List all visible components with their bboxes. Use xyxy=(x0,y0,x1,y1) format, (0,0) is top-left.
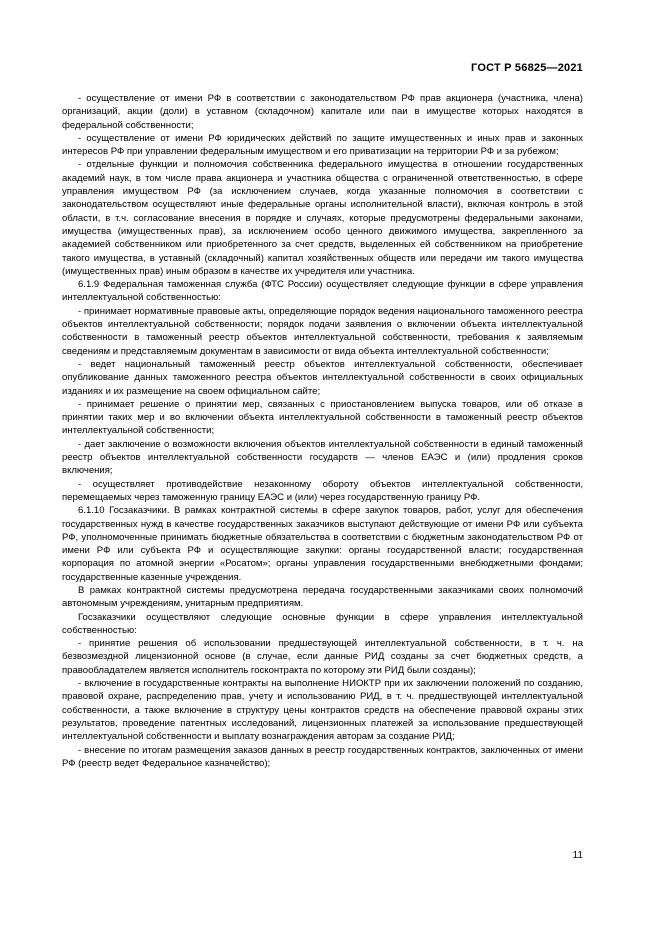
paragraph: - отдельные функции и полномочия собственника федерального имущества в отношении государственных академий наук, в том числе права акционера и участника общества с ограниченной ответственностью, в сфере управления имуществом РФ (за исключением случаев, когда указанные полномочия в соответствии с законодательством осуществляют иные федеральные органы исполнительной власти), включая контроль в этой области, в т.ч. согласование внесения в порядке и случаях, которые предусмотрены федеральными законами, имущества (имущественных прав), за исключением особо ценного движимого имущества, закрепленного за академией собственником или приобретенного за счет средств, выделенных ей собственником на приобретение такого имущества, в уставный (складочный) капитал хозяйственных обществ или передачи им такого имущества (имущественных прав) иным образом в качестве их учредителя или участника. xyxy=(62,159,583,277)
paragraph: - ведет национальный таможенный реестр объектов интеллектуальной собственности, обеспечивает опубликование данных таможенного реестра объектов интеллектуальной собственности в своих официальных изданиях и их размещение на своем официальном сайте; xyxy=(62,358,583,397)
paragraph: - принимает нормативные правовые акты, определяющие порядок ведения национального таможенного реестра объектов интеллектуальной собственности; порядок подачи заявления о включении объекта интеллектуальной собственности в таможенный реестр объектов интеллектуальной собственности, требования к заявляемым сведениям и представляемым документам в зависимости от вида объекта интеллектуальной собственности; xyxy=(62,305,583,357)
section-6-1-9-paragraph: 6.1.9 Федеральная таможенная служба (ФТС России) осуществляет следующие функции в сфере управления интеллектуальной собственностью: xyxy=(62,279,583,304)
standard-code-header: ГОСТ Р 56825—2021 xyxy=(471,62,583,74)
paragraph: - осуществляет противодействие незаконному обороту объектов интеллектуальной собственности, перемещаемых через таможенную границу ЕАЭС и (или) через государственную границу РФ. xyxy=(62,478,583,503)
paragraph: В рамках контрактной системы предусмотрена передача государственными заказчиками своих полномочий автономным учреждениям, унитарным предприятиям. xyxy=(62,584,583,610)
section-6-1-10-paragraph: 6.1.10 Госзаказчики. В рамках контрактной системы в сфере закупок товаров, работ, услуг для обеспечения государственных нужд в качестве государственных заказчиков выступают действующие от имени РФ или субъекта РФ, уполномоченные принимать бюджетные обязательства в соответствии с бюджетным законодательством РФ от имени РФ или субъекта РФ и осуществляющие закупки: органы государственной власти; государственная корпорация по атомной энергии «Росатом»; органы управления государственными внебюджетными фондами; государственные казенные учреждения. xyxy=(62,505,583,583)
paragraph: - принятие решения об использовании предшествующей интеллектуальной собственности, в т. ч. на безвозмездной лицензионной основе (в случае, если данные РИД созданы за счет бюджетных средств, а правообладателем является исполнитель госконтракта по которому эти РИД были созданы); xyxy=(62,638,583,676)
paragraph: - принимает решение о принятии мер, связанных с приостановлением выпуска товаров, или об отказе в принятии таких мер и во включении объекта интеллектуальной собственности в таможенный реестр объектов интеллектуальной собственности; xyxy=(62,398,583,437)
document-body xyxy=(62,92,583,770)
paragraph: - включение в государственные контракты на выполнение НИОКТР при их заключении положений по созданию, правовой охране, распределению прав, учету и использованию РИД, в т. ч. предшествующей интеллектуальной собственности, а также включение в структуру цены контрактов средств на обеспечение правовой охраны этих результатов, проведение патентных исследований, лицензионных платежей за использование предшествующей интеллектуальной собственности и выплату вознаграждения авторам за создание РИД; xyxy=(62,678,583,743)
paragraph: - осуществление от имени РФ юридических действий по защите имущественных и иных прав и законных интересов РФ при управлении федеральным имуществом и его приватизации на территории РФ и за рубежом; xyxy=(62,132,583,158)
paragraph: - осуществление от имени РФ в соответствии с законодательством РФ прав акционера (участника, члена) организаций, акции (доли) в уставном (складочном) капитале или паи в имуществе которых находятся в федеральной собственности; xyxy=(62,93,583,131)
paragraph: - дает заключение о возможности включения объектов интеллектуальной собственности в единый таможенный реестр объектов интеллектуальной собственности государств — членов ЕАЭС и (или) продления сроков включения; xyxy=(62,438,583,477)
page-number: 11 xyxy=(572,850,583,861)
paragraph: Госзаказчики осуществляют следующие основные функции в сфере управления интеллектуальной собственностью: xyxy=(62,611,583,636)
paragraph: - внесение по итогам размещения заказов данных в реестр государственных контрактов, заключенных от имени РФ (реестр ведет Федеральное казначейство); xyxy=(62,744,583,769)
